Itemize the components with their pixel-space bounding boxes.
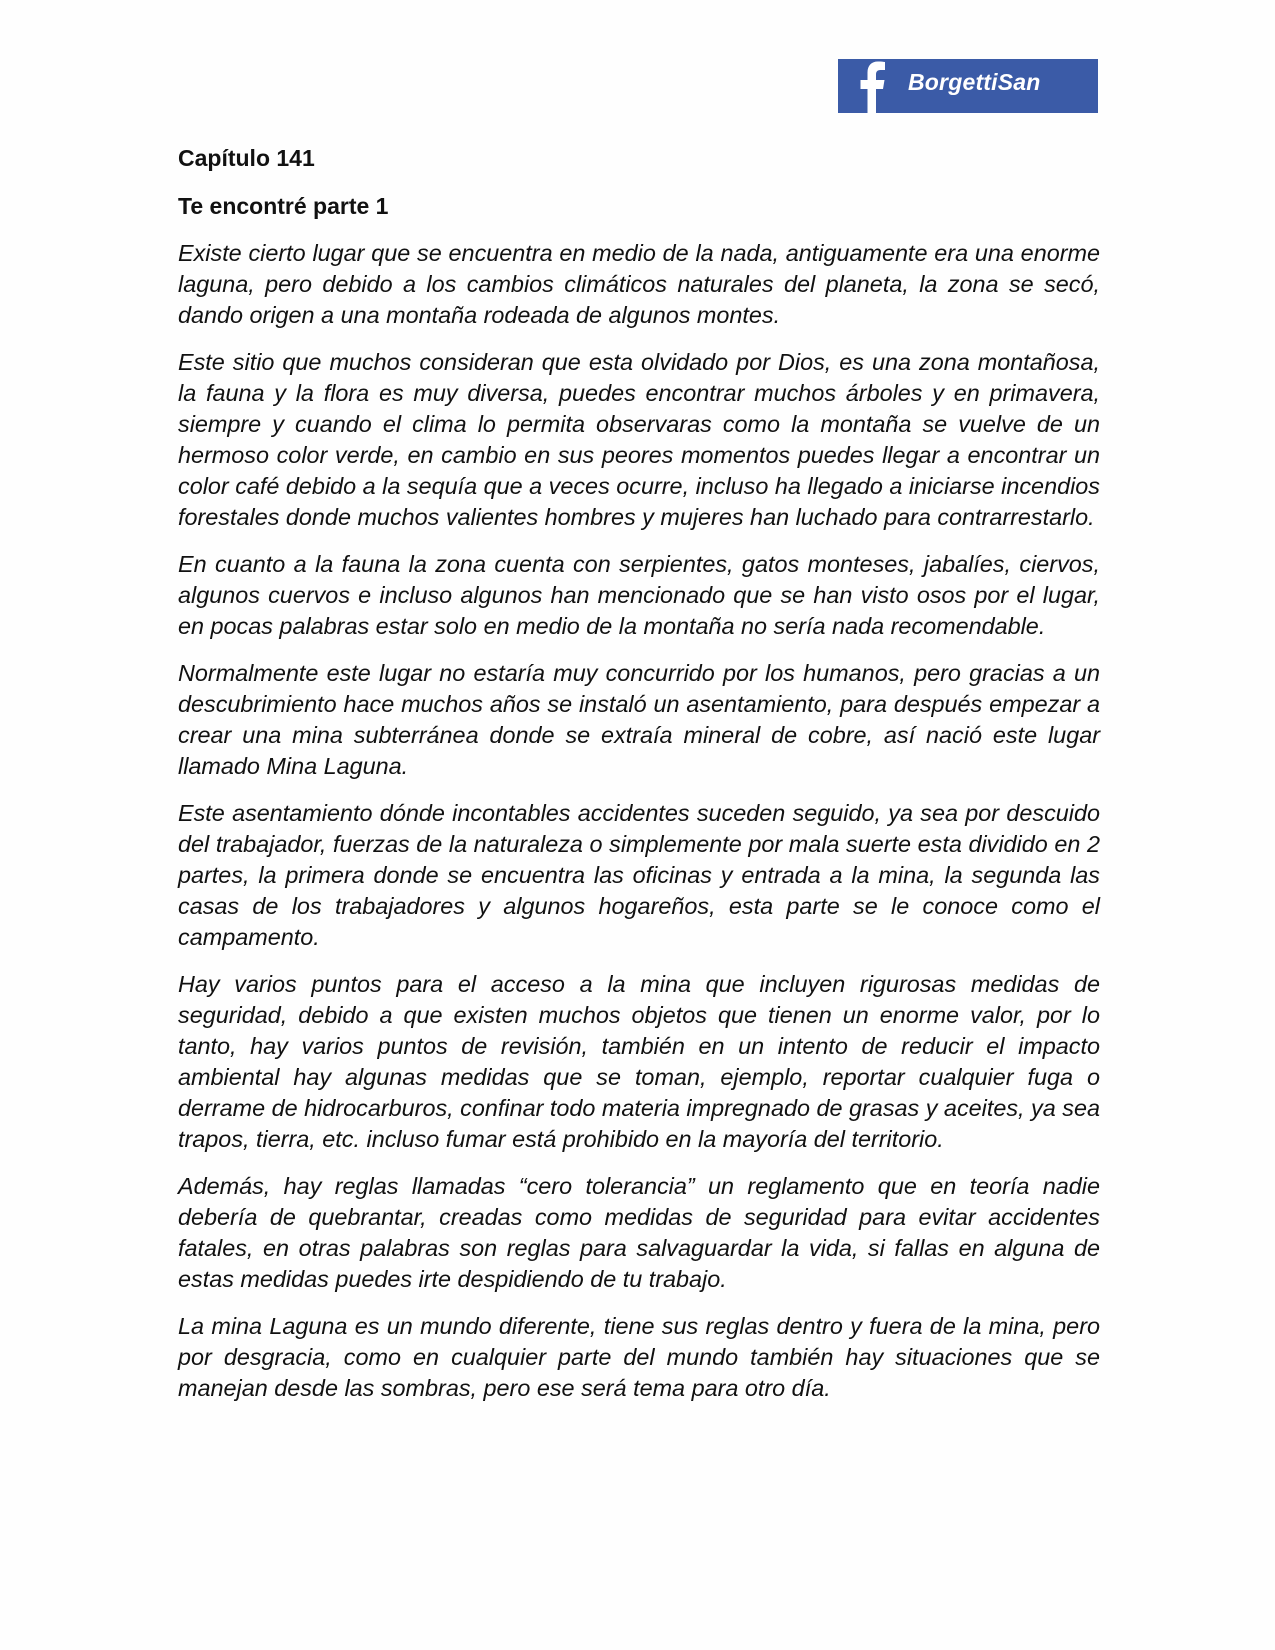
paragraph: Este sitio que muchos consideran que esta olvidado por Dios, es una zona montañosa, la fauna y la flora es muy diversa, puedes encontrar muchos árboles y en primavera, siempre y cuando el clima lo permita observaras como la montaña se vuelve de un hermoso color verde, en cambio en sus peores momentos puedes llegar a encontrar un color café debido a la sequía que a veces ocurre, incluso ha llegado a iniciarse incendios forestales donde muchos valientes hombres y mujeres han luchado para contrarrestarlo. — [178, 349, 1100, 530]
paragraph: La mina Laguna es un mundo diferente, tiene sus reglas dentro y fuera de la mina, pero por desgracia, como en cualquier parte del mundo también hay situaciones que se manejan desde las sombras, pero ese será tema para otro día. — [178, 1313, 1100, 1401]
paragraph: Este asentamiento dónde incontables accidentes suceden seguido, ya sea por descuido del trabajador, fuerzas de la naturaleza o simplemente por mala suerte esta dividido en 2 partes, la primera donde se encuentra las oficinas y entrada a la mina, la segunda las casas de los trabajadores y algunos hogareños, esta parte se le conoce como el campamento. — [178, 800, 1100, 950]
paragraph: Hay varios puntos para el acceso a la mina que incluyen rigurosas medidas de seguridad, debido a que existen muchos objetos que tienen un enorme valor, por lo tanto, hay varios puntos de revisión, también en un intento de reducir el impacto ambiental hay algunas medidas que se toman, ejemplo, reportar cualquier fuga o derrame de hidrocarburos, confinar todo materia impregnado de grasas y aceites, ya sea trapos, tierra, etc. incluso fumar está prohibido en la mayoría del territorio. — [178, 971, 1100, 1152]
chapter-content — [178, 144, 1100, 1420]
paragraph: En cuanto a la fauna la zona cuenta con serpientes, gatos monteses, jabalíes, ciervos, algunos cuervos e incluso algunos han mencionado que se han visto osos por el lugar, en pocas palabras estar solo en medio de la montaña no sería nada recomendable. — [178, 551, 1100, 639]
paragraph: Existe cierto lugar que se encuentra en medio de la nada, antiguamente era una enorme laguna, pero debido a los cambios climáticos naturales del planeta, la zona se secó, dando origen a una montaña rodeada de algunos montes. — [178, 240, 1100, 328]
chapter-subtitle: Te encontré parte 1 — [178, 193, 389, 219]
badge-username: BorgettiSan — [908, 69, 1041, 95]
facebook-icon — [856, 59, 890, 113]
paragraph: Normalmente este lugar no estaría muy concurrido por los humanos, pero gracias a un descubrimiento hace muchos años se instaló un asentamiento, para después empezar a crear una mina subterránea donde se extraía mineral de cobre, así nació este lugar llamado Mina Laguna. — [178, 660, 1100, 779]
facebook-badge[interactable] — [838, 59, 1098, 113]
paragraph: Además, hay reglas llamadas “cero tolerancia” un reglamento que en teoría nadie debería de quebrantar, creadas como medidas de seguridad para evitar accidentes fatales, en otras palabras son reglas para salvaguardar la vida, si fallas en alguna de estas medidas puedes irte despidiendo de tu trabajo. — [178, 1173, 1100, 1292]
chapter-title: Capítulo 141 — [178, 145, 315, 171]
